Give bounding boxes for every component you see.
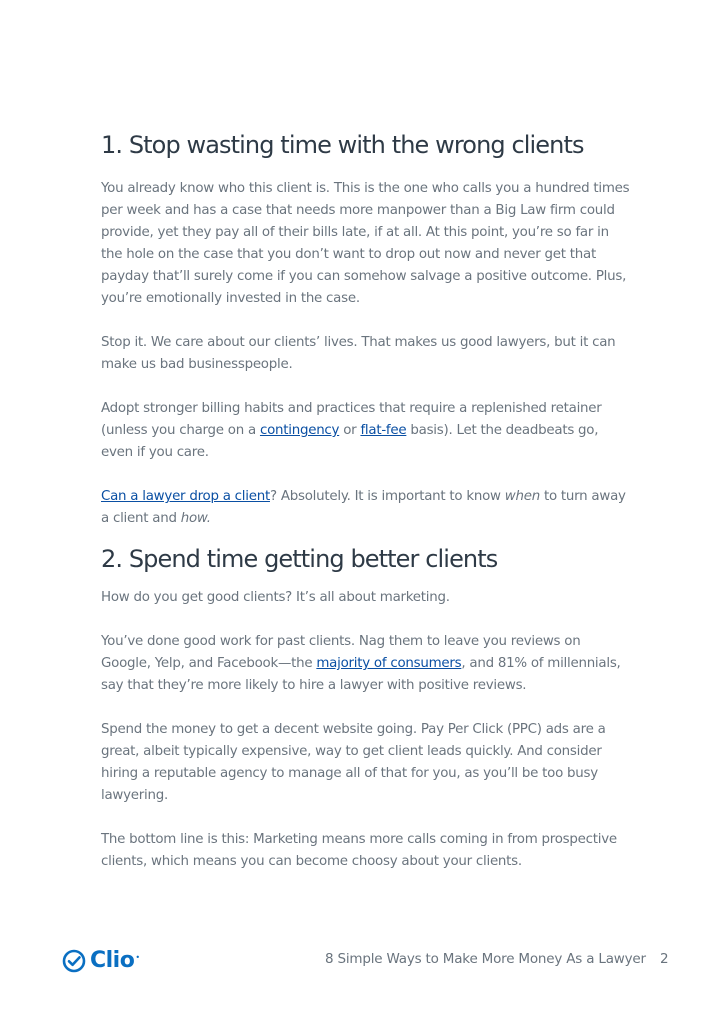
clio-logo: [62, 948, 140, 973]
paragraph-website: Spend the money to get a decent website going. Pay Per Click (PPC) ads are a great, albeit typically expensive, way to get client leads quickly. And consider hiring a reputable agency to manage all of that for you, as you’ll be too busy lawyering.: [101, 722, 606, 803]
emphasis-how: how.: [180, 511, 211, 526]
reviews-text-after: , and 81% of millennials, say that they’re more likely to hire a lawyer with positive reviews.: [101, 656, 621, 693]
drop-client-link[interactable]: Can a lawyer drop a client: [101, 489, 270, 504]
paragraph-reviews: [101, 631, 631, 697]
flat-fee-link[interactable]: flat-fee: [360, 423, 407, 438]
check-circle-icon: [62, 949, 86, 973]
document-title: 8 Simple Ways to Make More Money As a Lawyer: [325, 951, 646, 967]
billing-text-mid: or: [339, 423, 361, 438]
page-content: [101, 129, 631, 873]
drop-client-text-1: ? Absolutely. It is important to know: [269, 489, 505, 504]
logo-mark: •: [135, 953, 141, 962]
paragraph-client-description: You already know who this client is. This is the one who calls you a hundred times per week and has a case that needs more manpower than a Big Law firm could provide, yet they pay all of their bills late, if at all. At this point, you’re so far in the hole on the case that you don’t want to drop out now and never get that payday that’ll surely come if you can somehow salvage a positive outcome. Plus, you’re emotionally invested in the case.: [101, 181, 630, 306]
logo-text: Clio: [90, 948, 135, 973]
billing-text-before: Adopt stronger billing habits and practices that require a replenished retainer (unless you charge on a: [101, 401, 602, 438]
paragraph-marketing: How do you get good clients? It’s all about marketing.: [101, 590, 450, 605]
paragraph-drop-client: [101, 486, 631, 530]
paragraph-billing-habits: [101, 398, 631, 464]
billing-text-after: basis). Let the deadbeats go, even if you care.: [101, 423, 599, 460]
page-number: 2: [660, 951, 669, 967]
page-footer: [0, 945, 724, 975]
section-heading-better-clients: 2. Spend time getting better clients: [101, 545, 498, 573]
section-heading-wrong-clients: 1. Stop wasting time with the wrong clients: [101, 131, 584, 159]
drop-client-text-2: to turn away a client and: [101, 489, 626, 526]
paragraph-stop-it: Stop it. We care about our clients’ lives. That makes us good lawyers, but it can make us bad businesspeople.: [101, 335, 616, 372]
paragraph-bottom-line: The bottom line is this: Marketing means more calls coming in from prospective clients, which means you can become choosy about your clients.: [101, 832, 617, 869]
emphasis-when: when: [504, 489, 540, 504]
reviews-text-before: You’ve done good work for past clients. Nag them to leave you reviews on Google, Yelp, and Facebook—the: [101, 634, 581, 671]
contingency-link[interactable]: contingency: [259, 423, 340, 438]
majority-of-consumers-link[interactable]: majority of consumers: [316, 656, 462, 671]
